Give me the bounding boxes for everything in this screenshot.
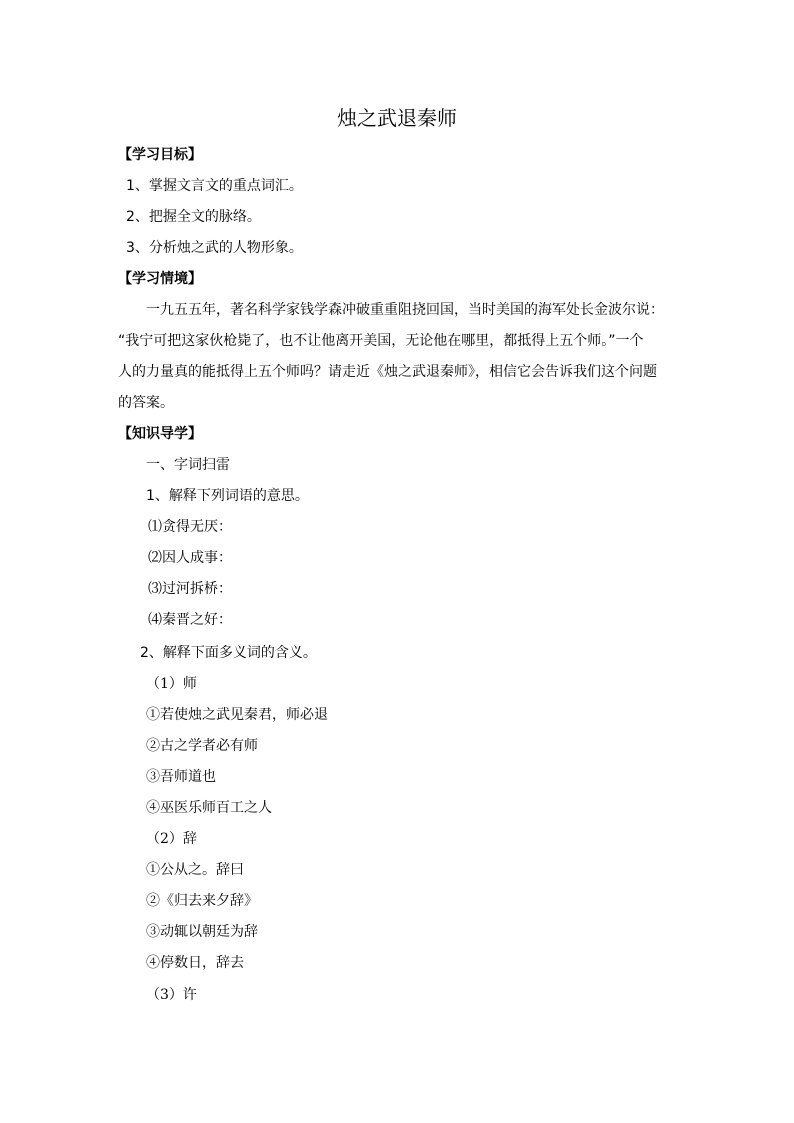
polysemy-example: ③吾师道也 — [146, 769, 216, 785]
goal-item: 3、分析烛之武的人物形象。 — [126, 240, 303, 256]
polysemy-example: ②古之学者必有师 — [146, 738, 258, 754]
polysemy-example: ①若使烛之武见秦君，师必退 — [146, 707, 328, 723]
polysemy-example: ③动辄以朝廷为辞 — [146, 924, 258, 940]
polysemy-example: ④停数日，辞去 — [146, 955, 244, 971]
section-heading-goals: 【学习目标】 — [118, 147, 202, 163]
question-item: ⑵因人成事： — [148, 550, 232, 566]
question-title: 2、解释下面多义词的含义。 — [140, 645, 317, 661]
context-paragraph-line: 的答案。 — [118, 395, 174, 411]
polysemy-example: ④巫医乐师百工之人 — [146, 800, 272, 816]
polysemy-word: （3）许 — [146, 987, 197, 1003]
polysemy-example: ①公从之。辞曰 — [146, 862, 244, 878]
question-item: ⑷秦晋之好： — [148, 612, 232, 628]
goal-item: 2、把握全文的脉络。 — [126, 209, 261, 225]
goal-item: 1、掌握文言文的重点词汇。 — [126, 178, 303, 194]
guide-part-title: 一、字词扫雷 — [146, 457, 230, 473]
context-paragraph-line: 一九五五年，著名科学家钱学森冲破重重阻挠回国，当时美国的海军处长金波尔说： — [146, 302, 664, 318]
section-heading-context: 【学习情境】 — [118, 271, 202, 287]
question-item: ⑴贪得无厌： — [148, 519, 232, 535]
question-item: ⑶过河拆桥： — [148, 581, 232, 597]
document-title: 烛之武退秦师 — [337, 106, 457, 130]
polysemy-word: （2）辞 — [146, 831, 197, 847]
context-paragraph-line: 人的力量真的能抵得上五个师吗？请走近《烛之武退秦师》，相信它会告诉我们这个问题 — [118, 364, 657, 380]
polysemy-word: （1）师 — [146, 676, 197, 692]
section-heading-guide: 【知识导学】 — [118, 426, 202, 442]
polysemy-example: ②《归去来夕辞》 — [146, 893, 258, 909]
context-paragraph-line: “我宁可把这家伙枪毙了，也不让他离开美国，无论他在哪里，都抵得上五个师。”一个 — [118, 333, 644, 349]
question-title: 1、解释下列词语的意思。 — [146, 488, 309, 504]
